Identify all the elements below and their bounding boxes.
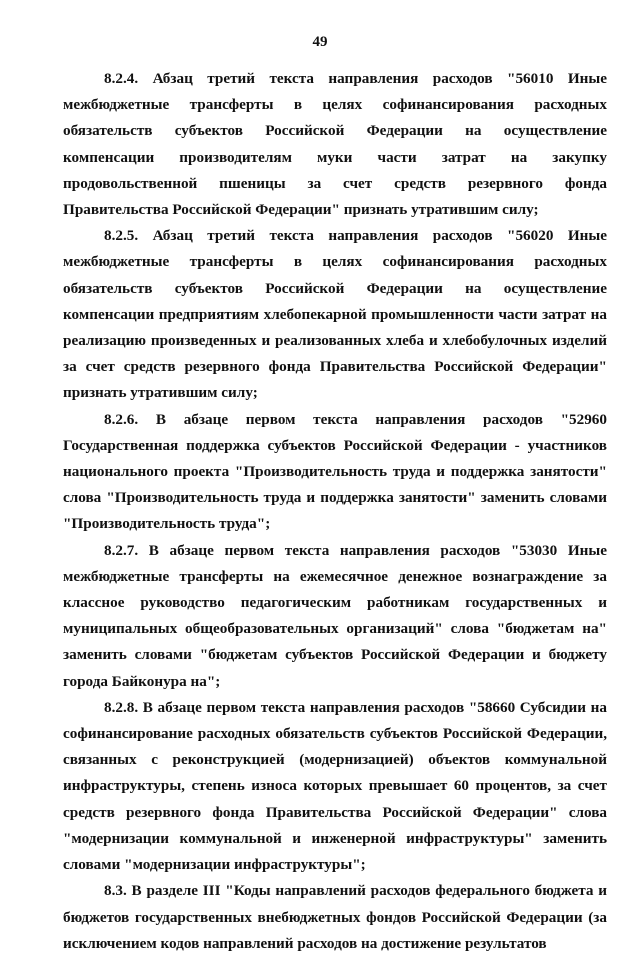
paragraph-8-2-4: 8.2.4. Абзац третий текста направления расходов "56010 Иные межбюджетные трансферты в целях софинансирования расходных обязательств субъектов Российской Федерации на осуществление компенсации производителям муки части затрат на закупку продовольственной пшеницы за счет средств резервного фонда Правительства Российской Федерации" признать утратившим силу; — [63, 70, 607, 219]
page-number: 49 — [312, 34, 328, 50]
document-body — [63, 66, 607, 957]
paragraph-8-2-7: 8.2.7. В абзаце первом текста направления расходов "53030 Иные межбюджетные трансферты на ежемесячное денежное вознаграждение за классное руководство педагогическим работникам государственных и муниципальных общеобразовательных организаций" слова "бюджетам на" заменить словами "бюджетам субъектов Российской Федерации и бюджету города Байконура на"; — [63, 541, 607, 690]
paragraph-8-2-8: 8.2.8. В абзаце первом текста направления расходов "58660 Субсидии на софинансирование расходных обязательств субъектов Российской Федерации, связанных с реконструкцией (модернизацией) объектов коммунальной инфраструктуры, степень износа которых превышает 60 процентов, за счет средств резервного фонда Правительства Российской Федерации" слова "модернизации коммунальной и инженерной инфраструктуры" заменить словами "модернизации инфраструктуры"; — [63, 698, 607, 874]
paragraph-8-3: 8.3. В разделе III "Коды направлений расходов федерального бюджета и бюджетов государственных внебюджетных фондов Российской Федерации (за исключением кодов направлений расходов на достижение результатов — [63, 882, 607, 952]
paragraph-8-2-6: 8.2.6. В абзаце первом текста направления расходов "52960 Государственная поддержка субъектов Российской Федерации - участников национального проекта "Производительность труда и поддержка занятости" слова "Производительность труда и поддержка занятости" заменить словами "Производительность труда"; — [63, 410, 607, 533]
paragraph-8-2-5: 8.2.5. Абзац третий текста направления расходов "56020 Иные межбюджетные трансферты в целях софинансирования расходных обязательств субъектов Российской Федерации на осуществление компенсации предприятиям хлебопекарной промышленности части затрат на реализацию произведенных и реализованных хлеба и хлебобулочных изделий за счет средств резервного фонда Правительства Российской Федерации" признать утратившим силу; — [63, 227, 607, 402]
